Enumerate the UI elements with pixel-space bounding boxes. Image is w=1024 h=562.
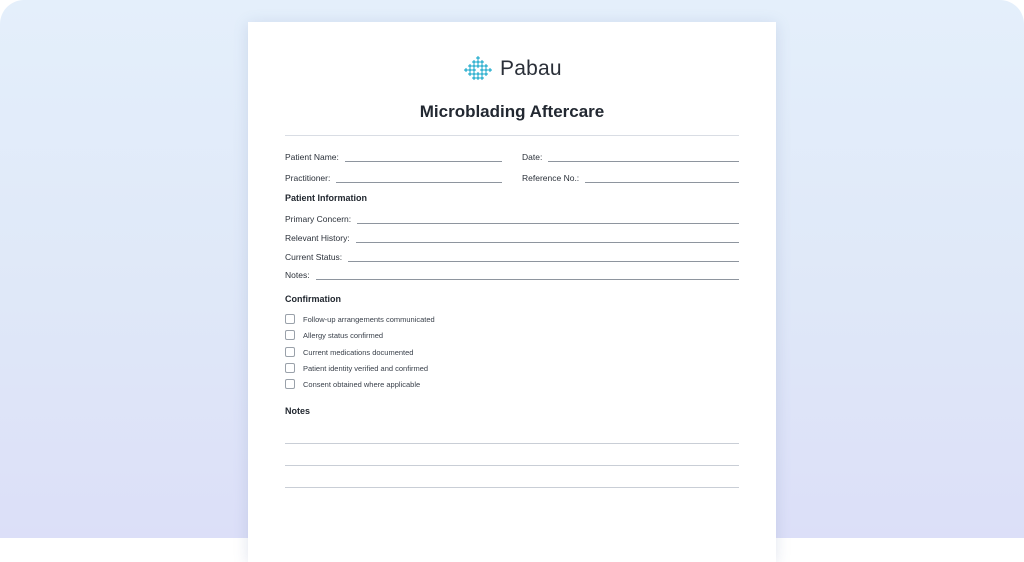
checkbox[interactable] — [285, 347, 295, 357]
patient-name-label: Patient Name: — [285, 152, 339, 162]
brand-name: Pabau — [500, 57, 562, 80]
primary-concern-label: Primary Concern: — [285, 214, 352, 224]
patient-name-field[interactable] — [285, 150, 502, 162]
reference-line[interactable] — [585, 173, 739, 183]
checkbox[interactable] — [285, 330, 295, 340]
confirmation-heading: Confirmation — [285, 294, 341, 304]
practitioner-label: Practitioner: — [285, 173, 331, 183]
checkbox-label: Current medications documented — [303, 347, 414, 357]
relevant-history-field[interactable] — [285, 231, 739, 243]
brand-logo — [464, 56, 562, 82]
confirmation-item[interactable] — [285, 378, 420, 390]
patient-name-line[interactable] — [345, 152, 502, 162]
current-status-label: Current Status: — [285, 252, 343, 262]
date-label: Date: — [522, 152, 543, 162]
date-field[interactable] — [522, 150, 739, 162]
current-status-field[interactable] — [285, 250, 739, 262]
checkbox-label: Allergy status confirmed — [303, 330, 384, 340]
checkbox[interactable] — [285, 314, 295, 324]
date-line[interactable] — [548, 152, 739, 162]
title-divider — [285, 135, 739, 136]
patient-information-heading: Patient Information — [285, 193, 368, 203]
practitioner-line[interactable] — [336, 173, 502, 183]
confirmation-item[interactable] — [285, 329, 383, 341]
form-title: Microblading Aftercare — [419, 102, 605, 121]
confirmation-item[interactable] — [285, 313, 435, 325]
notes-line-2[interactable] — [285, 465, 739, 466]
notes-field[interactable] — [285, 268, 739, 280]
primary-concern-field[interactable] — [285, 212, 739, 224]
notes-line-3[interactable] — [285, 487, 739, 488]
checkbox-label: Follow-up arrangements communicated — [303, 314, 435, 324]
notes-heading: Notes — [285, 406, 311, 416]
reference-label: Reference No.: — [522, 173, 580, 183]
primary-concern-line[interactable] — [357, 214, 739, 224]
confirmation-item[interactable] — [285, 346, 413, 358]
checkbox[interactable] — [285, 363, 295, 373]
notes-line[interactable] — [316, 270, 739, 280]
relevant-history-line[interactable] — [356, 233, 739, 243]
diamond-grid-icon — [464, 56, 492, 82]
confirmation-item[interactable] — [285, 362, 428, 374]
current-status-line[interactable] — [348, 252, 739, 262]
checkbox[interactable] — [285, 379, 295, 389]
checkbox-label: Patient identity verified and confirmed — [303, 363, 429, 373]
checkbox-label: Consent obtained where applicable — [303, 379, 421, 389]
notes-line-1[interactable] — [285, 443, 739, 444]
form-document — [248, 22, 776, 562]
practitioner-field[interactable] — [285, 171, 502, 183]
notes-label: Notes: — [285, 270, 310, 280]
relevant-history-label: Relevant History: — [285, 233, 350, 243]
reference-field[interactable] — [522, 171, 739, 183]
